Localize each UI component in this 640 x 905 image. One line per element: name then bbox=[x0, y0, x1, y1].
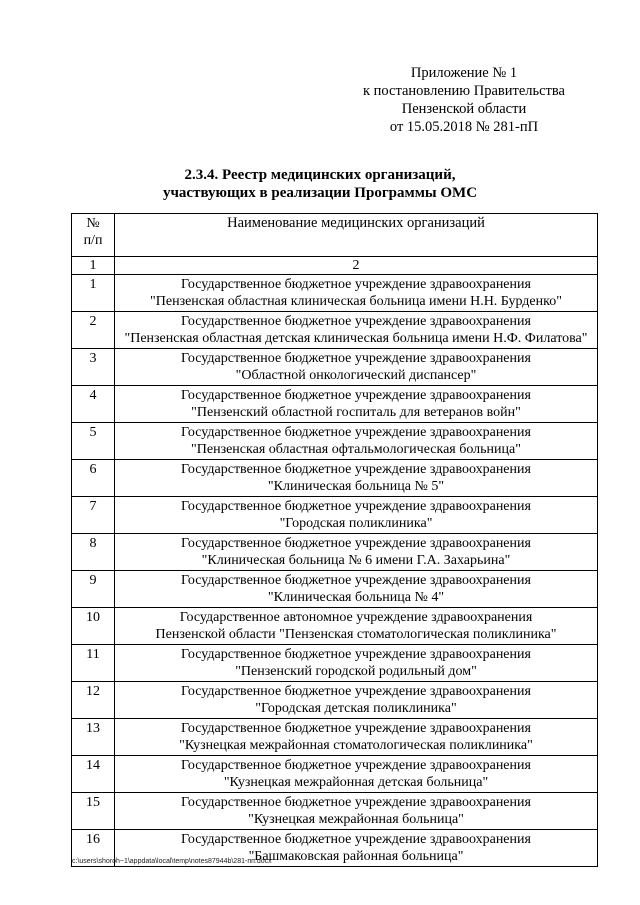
index-col-2: 2 bbox=[115, 257, 598, 275]
table-row bbox=[72, 608, 598, 645]
appendix-header bbox=[344, 64, 584, 136]
organization-type: Государственное бюджетное учреждение здравоохранения bbox=[181, 462, 531, 477]
organization-type: Государственное бюджетное учреждение здравоохранения bbox=[181, 351, 531, 366]
row-number: 11 bbox=[72, 645, 115, 682]
organization-title: "Клиническая больница № 4" bbox=[267, 590, 445, 605]
row-number: 13 bbox=[72, 719, 115, 756]
row-number: 8 bbox=[72, 534, 115, 571]
registry-table bbox=[71, 213, 598, 867]
row-number: 7 bbox=[72, 497, 115, 534]
organization-type: Государственное бюджетное учреждение здравоохранения bbox=[181, 832, 531, 847]
row-number: 5 bbox=[72, 423, 115, 460]
organization-type: Государственное автономное учреждение здравоохранения bbox=[179, 610, 533, 625]
organization-type: Государственное бюджетное учреждение здравоохранения bbox=[181, 684, 531, 699]
organization-type: Государственное бюджетное учреждение здравоохранения bbox=[181, 314, 531, 329]
row-organization-name bbox=[115, 645, 598, 682]
table-row bbox=[72, 497, 598, 534]
organization-type: Государственное бюджетное учреждение здравоохранения bbox=[181, 721, 531, 736]
table-row bbox=[72, 423, 598, 460]
table-row bbox=[72, 312, 598, 349]
file-path-footer: c:\users\shoroh~1\appdata\local\temp\notes87944b\281-пп.docx bbox=[72, 858, 272, 865]
index-col-1: 1 bbox=[72, 257, 115, 275]
row-number: 15 bbox=[72, 793, 115, 830]
organization-type: Государственное бюджетное учреждение здравоохранения bbox=[181, 758, 531, 773]
table-row bbox=[72, 682, 598, 719]
organization-type: Государственное бюджетное учреждение здравоохранения bbox=[181, 573, 531, 588]
row-organization-name bbox=[115, 682, 598, 719]
organization-type: Государственное бюджетное учреждение здравоохранения bbox=[181, 536, 531, 551]
appendix-line-3: Пензенской области bbox=[401, 101, 527, 117]
document-title bbox=[0, 166, 640, 202]
row-organization-name bbox=[115, 534, 598, 571]
organization-title: "Башмаковская районная больница" bbox=[248, 849, 464, 864]
appendix-line-1: Приложение № 1 bbox=[410, 65, 518, 81]
table-row bbox=[72, 645, 598, 682]
row-number: 9 bbox=[72, 571, 115, 608]
organization-title: "Клиническая больница № 5" bbox=[267, 479, 445, 494]
table-row bbox=[72, 719, 598, 756]
table-row bbox=[72, 460, 598, 497]
row-number: 4 bbox=[72, 386, 115, 423]
organization-title: "Пензенский областной госпиталь для ветеранов войн" bbox=[191, 405, 521, 420]
row-organization-name bbox=[115, 719, 598, 756]
table-index-row bbox=[72, 257, 598, 275]
organization-title: "Городская детская поликлиника" bbox=[255, 701, 457, 716]
title-line-1: 2.3.4. Реестр медицинских организаций, bbox=[184, 167, 456, 183]
organization-type: Государственное бюджетное учреждение здравоохранения bbox=[181, 388, 531, 403]
organization-type: Государственное бюджетное учреждение здравоохранения bbox=[181, 499, 531, 514]
row-organization-name bbox=[115, 793, 598, 830]
organization-type: Государственное бюджетное учреждение здравоохранения bbox=[181, 795, 531, 810]
row-number: 6 bbox=[72, 460, 115, 497]
table-row bbox=[72, 793, 598, 830]
organization-title: "Пензенская областная детская клиническая больница имени Н.Ф. Филатова" bbox=[124, 331, 588, 346]
organization-title: "Кузнецкая межрайонная детская больница" bbox=[223, 775, 489, 790]
header-number-line-2: п/п bbox=[83, 233, 103, 248]
organization-type: Государственное бюджетное учреждение здравоохранения bbox=[181, 425, 531, 440]
row-number: 16 bbox=[72, 830, 115, 867]
row-organization-name bbox=[115, 608, 598, 645]
row-number: 1 bbox=[72, 275, 115, 312]
row-number: 2 bbox=[72, 312, 115, 349]
row-organization-name bbox=[115, 460, 598, 497]
organization-title: "Кузнецкая межрайонная стоматологическая поликлиника" bbox=[179, 738, 533, 753]
header-number-cell bbox=[72, 214, 115, 257]
organization-title: "Городская поликлиника" bbox=[279, 516, 433, 531]
table-row bbox=[72, 349, 598, 386]
row-organization-name bbox=[115, 756, 598, 793]
table-row bbox=[72, 534, 598, 571]
row-organization-name bbox=[115, 497, 598, 534]
appendix-line-2: к постановлению Правительства bbox=[363, 83, 565, 99]
table-header-row bbox=[72, 214, 598, 257]
organization-type: Государственное бюджетное учреждение здравоохранения bbox=[181, 277, 531, 292]
row-organization-name bbox=[115, 571, 598, 608]
organization-title: Пензенской области "Пензенская стоматологическая поликлиника" bbox=[155, 627, 557, 642]
organization-title: "Клиническая больница № 6 имени Г.А. Захарьина" bbox=[201, 553, 511, 568]
organization-title: "Пензенский городской родильный дом" bbox=[235, 664, 477, 679]
row-organization-name bbox=[115, 386, 598, 423]
row-organization-name bbox=[115, 349, 598, 386]
title-line-2: участвующих в реализации Программы ОМС bbox=[162, 185, 478, 201]
table-row bbox=[72, 756, 598, 793]
row-organization-name bbox=[115, 275, 598, 312]
organization-title: "Пензенская областная клиническая больница имени Н.Н. Бурденко" bbox=[150, 294, 562, 309]
table-row bbox=[72, 275, 598, 312]
row-organization-name bbox=[115, 423, 598, 460]
header-name-cell: Наименование медицинских организаций bbox=[115, 214, 598, 257]
row-number: 12 bbox=[72, 682, 115, 719]
organization-title: "Пензенская областная офтальмологическая больница" bbox=[191, 442, 521, 457]
organization-title: "Областной онкологический диспансер" bbox=[235, 368, 477, 383]
header-number-line-1: № bbox=[86, 216, 100, 231]
row-number: 14 bbox=[72, 756, 115, 793]
table-row bbox=[72, 386, 598, 423]
organization-title: "Кузнецкая межрайонная больница" bbox=[248, 812, 464, 827]
row-number: 10 bbox=[72, 608, 115, 645]
row-number: 3 bbox=[72, 349, 115, 386]
appendix-line-4: от 15.05.2018 № 281-пП bbox=[389, 119, 539, 135]
row-organization-name bbox=[115, 312, 598, 349]
table-row bbox=[72, 571, 598, 608]
organization-type: Государственное бюджетное учреждение здравоохранения bbox=[181, 647, 531, 662]
